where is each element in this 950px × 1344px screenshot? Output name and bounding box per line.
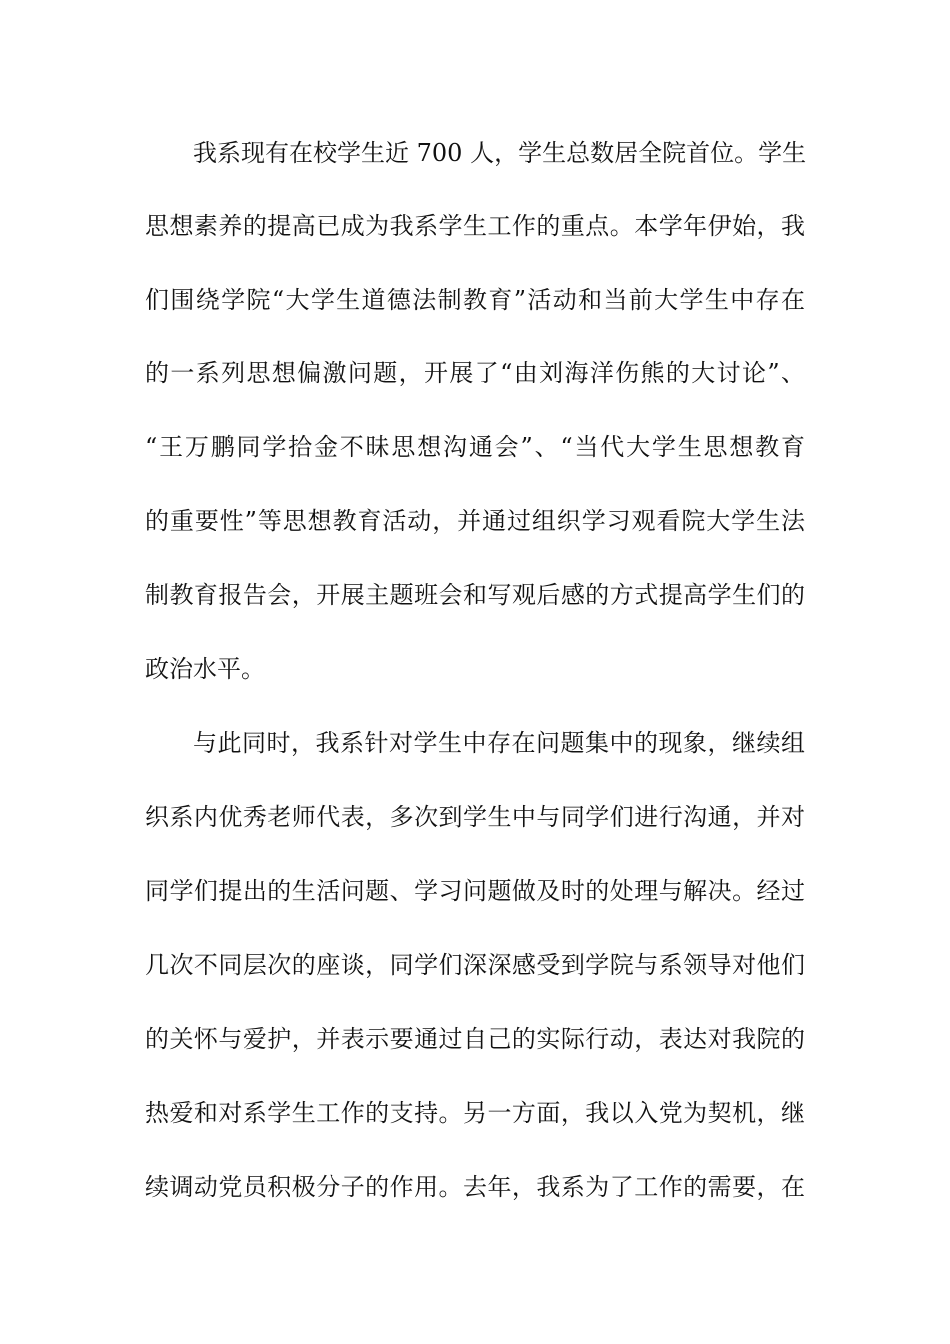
paragraph-2-line-1: 与此同时，我系针对学生中存在问题集中的现象，继续组 [193,729,805,757]
paragraph-2-line-4: 几次不同层次的座谈，同学们深深感受到学院与系领导对他们 [145,951,805,979]
paragraph-1-line-8: 政治水平。 [145,655,265,683]
paragraph-1-line-1: 我系现有在校学生近 700 人，学生总数居全院首位。学生 [193,139,807,167]
paragraph-2-line-5: 的关怀与爱护，并表示要通过自己的实际行动，表达对我院的 [145,1025,805,1053]
paragraph-1-line-7: 制教育报告会，开展主题班会和写观后感的方式提高学生们的 [145,581,805,609]
paragraph-1-line-6: 的重要性”等思想教育活动，并通过组织学习观看院大学生法 [145,507,805,535]
paragraph-2-line-3: 同学们提出的生活问题、学习问题做及时的处理与解决。经过 [145,877,805,905]
paragraph-2-line-7: 续调动党员积极分子的作用。去年，我系为了工作的需要，在 [145,1173,805,1201]
paragraph-1-line-4: 的一系列思想偏激问题，开展了“由刘海洋伤熊的大讨论”、 [145,359,805,387]
paragraph-1-line-5: “王万鹏同学拾金不昧思想沟通会”、“当代大学生思想教育 [145,433,805,461]
paragraph-1-line-3: 们围绕学院“大学生道德法制教育”活动和当前大学生中存在 [145,286,805,314]
paragraph-1-line-2: 思想素养的提高已成为我系学生工作的重点。本学年伊始，我 [145,212,805,240]
paragraph-2-line-6: 热爱和对系学生工作的支持。另一方面，我以入党为契机，继 [145,1099,805,1127]
paragraph-2-line-2: 织系内优秀老师代表，多次到学生中与同学们进行沟通，并对 [145,803,805,831]
